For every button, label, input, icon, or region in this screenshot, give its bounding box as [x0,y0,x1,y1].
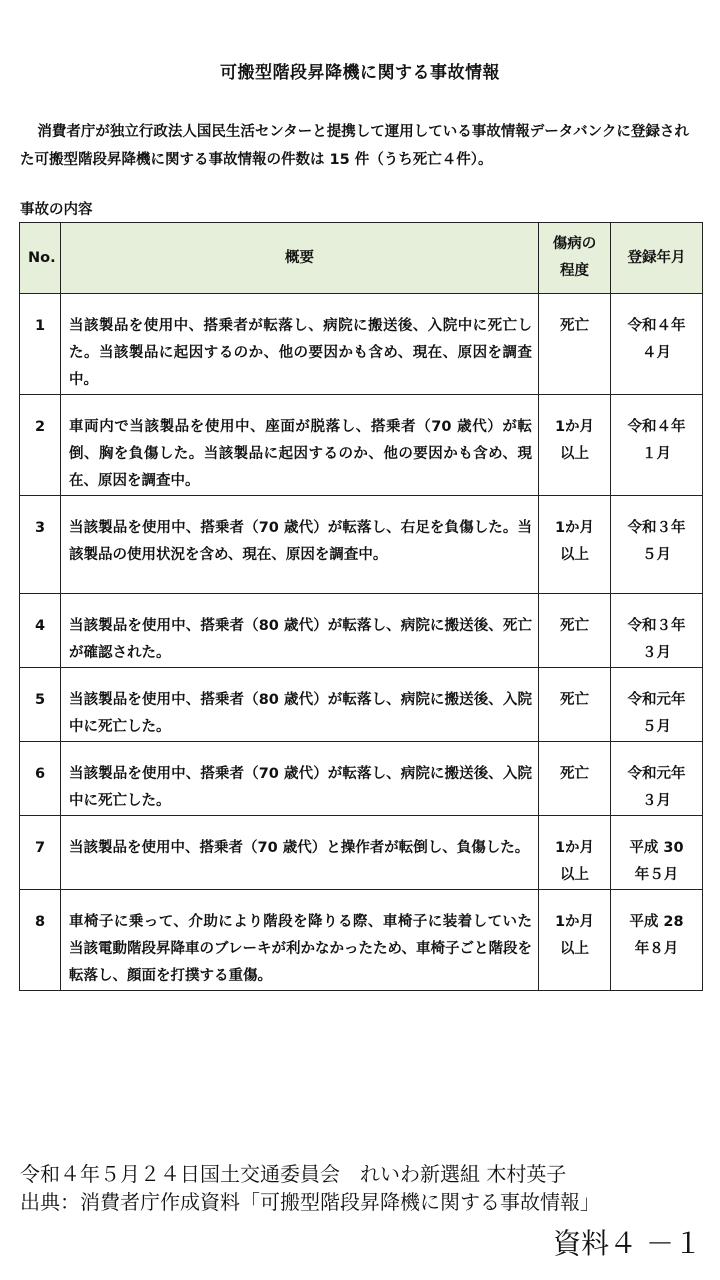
row-number-cell [20,594,61,668]
row-summary-cell [61,890,539,991]
row-number-cell [20,668,61,742]
row-injury-cell-text: 1か月 以上 [554,840,595,883]
row-injury-cell [539,742,611,816]
row-date-cell [611,816,703,890]
row-injury-cell [539,890,611,991]
row-injury-cell-text: 死亡 [560,618,589,634]
row-date-cell-text: 平成 30 年５月 [629,840,684,883]
row-date-cell [611,395,703,496]
row-summary-cell [61,294,539,395]
row-injury-cell-text: 死亡 [560,318,589,334]
header-injury-label: 傷病の 程度 [552,236,597,279]
row-injury-cell [539,668,611,742]
header-injury [539,223,611,294]
row-number-cell [20,890,61,991]
footer-committee-line: 令和４年５月２４日国土交通委員会 れいわ新選組 木村英子 [20,1162,567,1186]
row-summary-cell-text: 当該製品を使用中、搭乗者（70 歳代）と操作者が転倒し、負傷した。 [69,840,530,856]
row-date-cell-text: 令和４年 １月 [627,419,686,462]
table-row [20,668,703,742]
section-label: 事故の内容 [20,202,93,218]
row-summary-cell-text: 車両内で当該製品を使用中、座面が脱落し、搭乗者（70 歳代）が転倒、胸を負傷した。当該製品に起因するのか、他の要因かも含め、現在、原因を調査中。 [69,419,532,489]
row-date-cell-text: 令和４年 ４月 [627,318,686,361]
row-injury-cell-text: 1か月 以上 [554,419,595,462]
table-row [20,742,703,816]
accident-table [19,222,703,991]
row-date-cell [611,668,703,742]
row-date-cell-text: 平成 28 年８月 [629,914,684,957]
table-header-row [20,223,703,294]
row-date-cell [611,496,703,594]
row-summary-cell [61,496,539,594]
row-date-cell [611,594,703,668]
row-summary-cell-text: 当該製品を使用中、搭乗者（80 歳代）が転落し、病院に搬送後、死亡が確認された。 [69,618,532,661]
row-injury-cell-text: 1か月 以上 [554,520,595,563]
row-injury-cell [539,816,611,890]
row-number-cell [20,294,61,395]
row-number-cell-text: 6 [34,766,46,782]
table-row [20,816,703,890]
row-summary-cell-text: 当該製品を使用中、搭乗者（70 歳代）が転落し、右足を負傷した。当該製品の使用状況を含め、現在、原因を調査中。 [69,520,532,563]
table-row [20,890,703,991]
row-summary-cell [61,742,539,816]
table-row [20,594,703,668]
row-summary-cell-text: 当該製品を使用中、搭乗者（80 歳代）が転落し、病院に搬送後、入院中に死亡した。 [69,692,532,735]
row-summary-cell [61,594,539,668]
row-number-cell-text: 5 [34,692,46,708]
row-number-cell [20,395,61,496]
row-injury-cell [539,294,611,395]
row-number-cell-text: 3 [34,520,46,536]
row-injury-cell-text: 1か月 以上 [554,914,595,957]
row-number-cell-text: 2 [34,419,46,435]
row-number-cell-text: 1 [34,318,46,334]
row-injury-cell-text: 死亡 [560,766,589,782]
row-summary-cell-text: 車椅子に乗って、介助により階段を降りる際、車椅子に装着していた当該電動階段昇降車のブレーキが利かなかったため、車椅子ごと階段を転落し、顔面を打撲する重傷。 [69,914,532,984]
row-injury-cell [539,496,611,594]
document-number: 資料４ －１ [553,1227,702,1260]
row-summary-cell [61,395,539,496]
table-row [20,496,703,594]
row-number-cell-text: 4 [34,618,46,634]
table-row [20,395,703,496]
row-injury-cell [539,395,611,496]
row-injury-cell-text: 死亡 [560,692,589,708]
row-date-cell-text: 令和元年 ５月 [627,692,686,735]
row-number-cell-text: 7 [34,840,46,856]
row-number-cell [20,816,61,890]
header-no: No. [20,223,61,294]
row-summary-cell-text: 当該製品を使用中、搭乗者が転落し、病院に搬送後、入院中に死亡した。当該製品に起因するのか、他の要因かも含め、現在、原因を調査中。 [69,318,532,388]
table-row [20,294,703,395]
table-body [20,294,703,991]
row-number-cell [20,496,61,594]
row-number-cell-text: 8 [34,914,46,930]
row-date-cell-text: 令和３年 ５月 [627,520,686,563]
row-summary-cell [61,668,539,742]
row-date-cell [611,294,703,395]
row-injury-cell [539,594,611,668]
row-date-cell-text: 令和３年 ３月 [627,618,686,661]
row-date-cell-text: 令和元年 ３月 [627,766,686,809]
row-date-cell [611,742,703,816]
row-summary-cell [61,816,539,890]
document-title: 可搬型階段昇降機に関する事故情報 [220,63,500,83]
row-summary-cell-text: 当該製品を使用中、搭乗者（70 歳代）が転落し、病院に搬送後、入院中に死亡した。 [69,766,532,809]
header-summary: 概要 [61,223,539,294]
row-number-cell [20,742,61,816]
intro-paragraph: 消費者庁が独立行政法人国民生活センターと提携して運用している事故情報データバンクに登録された可搬型階段昇降機に関する事故情報の件数は 15 件（うち死亡４件）。 [20,124,689,168]
footer-source-line: 出典：消費者庁作成資料「可搬型階段昇降機に関する事故情報」 [20,1190,600,1214]
header-date: 登録年月 [611,223,703,294]
row-date-cell [611,890,703,991]
